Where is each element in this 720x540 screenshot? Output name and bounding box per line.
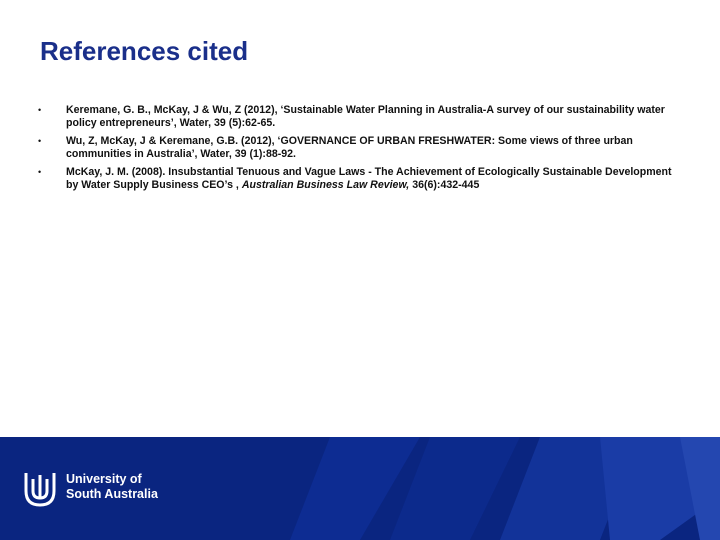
university-name-line1: University of	[66, 472, 142, 486]
unisa-logo-icon	[24, 471, 56, 507]
footer-banner	[0, 437, 720, 540]
reference-text: Wu, Z, McKay, J & Keremane, G.B. (2012), ‘GOVERNANCE OF URBAN FRESHWATER: Some views of three urban communities in Australia’, Water, 39 (1):88-92.	[66, 135, 633, 160]
reference-item	[38, 166, 678, 192]
reference-item	[38, 135, 678, 161]
references-list	[38, 104, 678, 197]
reference-item	[38, 104, 678, 130]
bullet-icon: •	[38, 105, 42, 115]
reference-text: McKay, J. M. (2008). Insubstantial Tenuous and Vague Laws - The Achievement of Ecologically Sustainable Development by Water Supply Business CEO’s ,	[66, 166, 672, 191]
bullet-icon: •	[38, 167, 42, 177]
slide-title: References cited	[40, 36, 249, 66]
journal-title: Australian Business Law Review,	[241, 179, 410, 191]
bullet-icon: •	[38, 136, 42, 146]
reference-citation: 36(6):432-445	[409, 179, 480, 191]
university-name	[66, 472, 158, 502]
reference-text: Keremane, G. B., McKay, J & Wu, Z (2012), ‘Sustainable Water Planning in Australia-A survey of our sustainability water policy entrepreneurs’, Water, 39 (5):62-65.	[66, 104, 665, 129]
university-name-line2: South Australia	[66, 487, 158, 501]
